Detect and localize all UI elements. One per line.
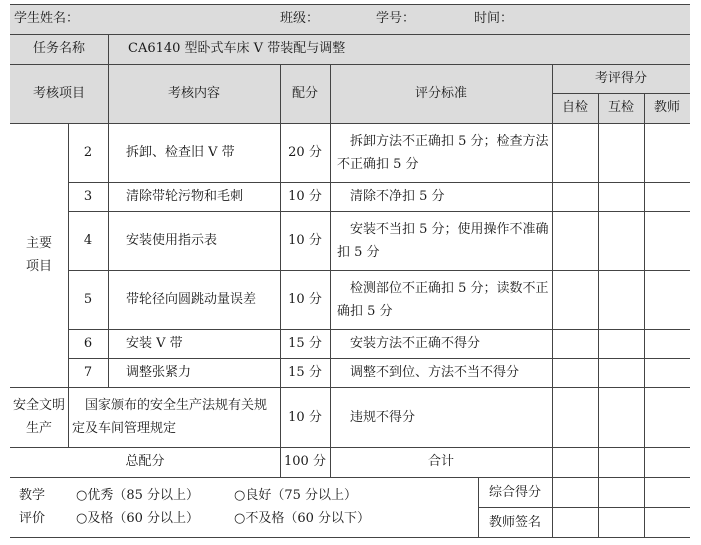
row-criteria: 检测部位不正确扣 5 分；读数不正确扣 5 分	[337, 281, 549, 319]
grade-option-fail[interactable]: ○不及格（60 分以下）	[234, 511, 371, 526]
row-points: 15 分	[288, 336, 322, 351]
safety-content: 国家颁布的安全生产法规有关规定及车间管理规定	[72, 398, 268, 436]
row-content: 安装 V 带	[126, 336, 183, 351]
score-cells-area[interactable]	[553, 124, 690, 537]
row-criteria: 拆卸方法不正确扣 5 分；检查方法不正确扣 5 分	[337, 134, 549, 172]
grade-option-pass[interactable]: ○及格（60 分以上）	[76, 511, 200, 526]
column-header-self-check: 自检	[561, 100, 588, 115]
row-points: 20 分	[288, 145, 322, 160]
total-label: 总配分	[125, 454, 165, 469]
vline	[108, 64, 109, 388]
row-number: 3	[83, 189, 93, 204]
row-points: 10 分	[288, 233, 322, 248]
vline	[108, 34, 109, 65]
student-name-label: 学生姓名：	[14, 11, 80, 26]
column-header-teacher: 教师	[653, 100, 680, 115]
row-content: 安装使用指示表	[126, 233, 218, 248]
task-name-band	[10, 34, 690, 64]
row-points: 15 分	[288, 365, 322, 380]
total-points: 100 分	[284, 454, 326, 469]
main-items-label: 主要	[25, 236, 52, 251]
grade-option-good[interactable]: ○良好（75 分以上）	[234, 488, 358, 503]
row-number: 2	[83, 145, 93, 160]
teacher-signature-label: 教师签名	[488, 515, 541, 530]
student-info-band	[10, 4, 690, 34]
safety-label: 安全文明	[12, 398, 65, 413]
border-bottom	[10, 537, 690, 538]
column-header-item: 考核项目	[32, 86, 85, 101]
border-top	[10, 4, 690, 5]
main-items-label: 项目	[25, 259, 52, 274]
student-id-label: 学号：	[376, 11, 416, 26]
evaluation-label: 评价	[18, 511, 45, 526]
hline	[10, 64, 690, 65]
row-number: 7	[83, 365, 93, 380]
column-header-content: 考核内容	[167, 86, 220, 101]
hline	[10, 34, 690, 35]
hline	[552, 93, 690, 94]
column-header-criteria: 评分标准	[414, 86, 467, 101]
sum-label: 合计	[427, 454, 454, 469]
row-content: 带轮径向圆跳动量误差	[126, 292, 257, 307]
row-points: 10 分	[288, 189, 322, 204]
column-header-mutual-check: 互检	[607, 100, 634, 115]
row-number: 4	[83, 233, 93, 248]
assessment-sheet	[10, 4, 690, 538]
row-number: 5	[83, 292, 93, 307]
column-header-points: 配分	[291, 86, 318, 101]
safety-points: 10 分	[288, 410, 322, 425]
column-header-score-group: 考评得分	[594, 71, 647, 86]
row-content: 拆卸、检查旧 V 带	[126, 145, 235, 160]
task-name-label: 任务名称	[32, 41, 85, 56]
row-points: 10 分	[288, 292, 322, 307]
row-number: 6	[83, 336, 93, 351]
vline	[68, 123, 69, 448]
row-criteria: 安装方法不正确不得分	[337, 336, 481, 351]
row-criteria: 清除不净扣 5 分	[337, 189, 445, 204]
composite-score-label: 综合得分	[488, 485, 541, 500]
safety-criteria: 违规不得分	[337, 410, 416, 425]
class-label: 班级：	[280, 11, 320, 26]
row-criteria: 安装不当扣 5 分；使用操作不准确扣 5 分	[337, 222, 549, 260]
evaluation-label: 教学	[18, 488, 45, 503]
grade-option-excellent[interactable]: ○优秀（85 分以上）	[76, 488, 200, 503]
time-label: 时间：	[474, 11, 514, 26]
row-criteria: 调整不到位、方法不当不得分	[337, 365, 520, 380]
safety-label: 生产	[25, 421, 52, 436]
row-content: 调整张紧力	[126, 365, 192, 380]
task-name-value: CA6140 型卧式车床 V 带装配与调整	[128, 41, 346, 56]
vline	[330, 64, 331, 478]
row-content: 清除带轮污物和毛刺	[126, 189, 244, 204]
